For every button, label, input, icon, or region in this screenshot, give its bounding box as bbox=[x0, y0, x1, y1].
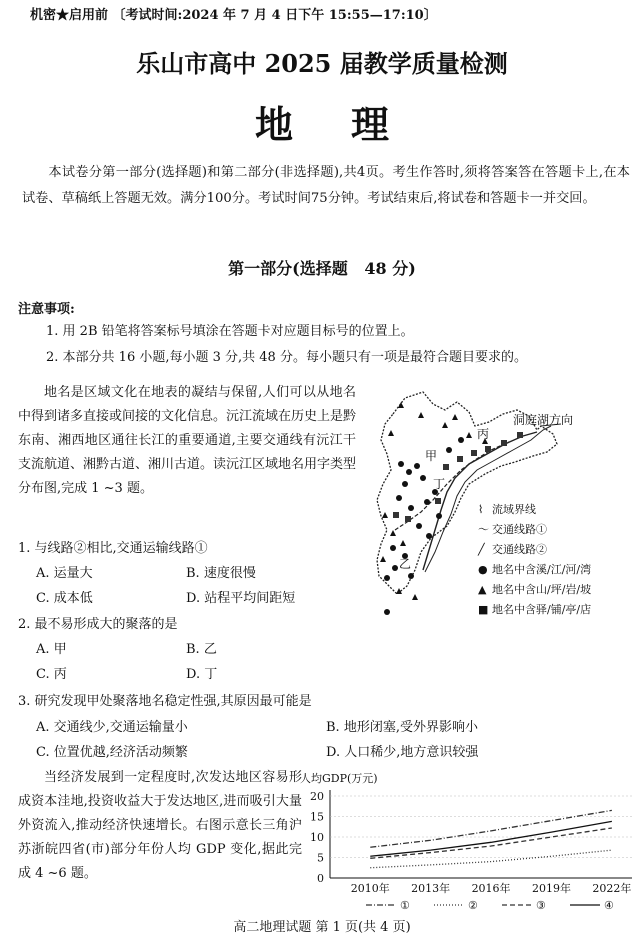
place-label-ding: 丁 bbox=[433, 477, 446, 491]
question-1-option-a[interactable]: A. 运量大 bbox=[36, 566, 93, 581]
exam-intro: 本试卷分第一部分(选择题)和第二部分(非选择题),共4页。考生作答时,须将答案答在答题卡上,在本试卷、草稿纸上答题无效。满分100分。考试时间75分钟。考试结束后,将试卷和答题卡一并交回。 bbox=[22, 165, 630, 206]
x-tick-label: 2013年 bbox=[411, 882, 451, 895]
question-3-option-a[interactable]: A. 交通线少,交通运输量小 bbox=[36, 720, 188, 735]
legend-item: 〜 交通线路① bbox=[478, 520, 640, 540]
exam-title: 乐山市高中 2025 届教学质量检测 bbox=[136, 49, 508, 78]
legend-item: ● 地名中含溪/江/河/湾 bbox=[478, 560, 640, 580]
triangle-icon: ▲ bbox=[478, 583, 487, 596]
y-tick-label: 10 bbox=[310, 831, 324, 844]
question-3-stem: 3. 研究发现甲处聚落地名稳定性强,其原因最可能是 bbox=[18, 694, 312, 709]
question-3-option-c[interactable]: C. 位置优越,经济活动频繁 bbox=[36, 745, 188, 760]
passage-2: 当经济发展到一定程度时,次发达地区容易形成资本洼地,投资收益大于发达地区,进而吸引大量外资流入,推动经济快速增长。右图示意长三角沪苏浙皖四省(市)部分年份人均 GDP 变化,据此完成 4 ~6 题。 bbox=[18, 770, 302, 881]
place-label-bing: 丙 bbox=[477, 427, 490, 441]
question-2-option-a[interactable]: A. 甲 bbox=[36, 642, 67, 657]
question-1-option-c[interactable]: C. 成本低 bbox=[36, 591, 93, 606]
place-label-jia: 甲 bbox=[425, 449, 438, 463]
y-tick-label: 5 bbox=[317, 851, 324, 865]
boundary-line-icon: ⌇ bbox=[478, 503, 484, 516]
y-tick-label: 20 bbox=[310, 790, 324, 803]
series-line-4 bbox=[370, 821, 612, 856]
question-2-option-b[interactable]: B. 乙 bbox=[186, 642, 217, 657]
y-tick-label: 0 bbox=[317, 872, 324, 885]
subject-title: 地理 bbox=[254, 102, 447, 147]
x-tick-label: 2010年 bbox=[350, 882, 390, 895]
legend-item: ▲ 地名中含山/坪/岩/坡 bbox=[478, 580, 640, 600]
x-tick-label: 2016年 bbox=[471, 882, 511, 895]
exam-header: 机密★启用前 〔考试时间:2024 年 7 月 4 日下午 15:55—17:10〕 bbox=[30, 8, 437, 23]
passage-1: 地名是区域文化在地表的凝结与保留,人们可以从地名中得到诸多直接或间接的文化信息。沅江流域在历史上是黔东南、湘西地区通往长江的重要通道,主要交通线有沅江干支流航道、湘黔古道、湘川古道。读沅江区域地名用字类型分布图,完成 1 ~3 题。 bbox=[18, 385, 357, 496]
part-heading: 第一部分(选择题 48 分) bbox=[228, 259, 416, 278]
notes-heading: 注意事项: bbox=[18, 302, 75, 317]
legend-item: ⌇ 流域界线 bbox=[478, 500, 640, 520]
gdp-line-chart bbox=[296, 770, 640, 916]
square-icon: ■ bbox=[478, 603, 489, 616]
legend-item: ■ 地名中含驿/铺/亭/店 bbox=[478, 600, 640, 620]
circle-markers bbox=[384, 437, 464, 581]
question-3-option-d[interactable]: D. 人口稀少,地方意识较强 bbox=[326, 745, 479, 760]
question-3-option-b[interactable]: B. 地形闭塞,受外界影响小 bbox=[326, 720, 478, 735]
question-1-option-d[interactable]: D. 站程平均间距短 bbox=[186, 591, 296, 606]
map-legend bbox=[478, 500, 640, 620]
north-mark-icon bbox=[384, 609, 390, 615]
legend-label: ② bbox=[468, 899, 478, 912]
chart-ylabel: 人均GDP(万元) bbox=[300, 772, 378, 785]
legend-item: ╱ 交通线路② bbox=[478, 540, 640, 560]
legend-label: ④ bbox=[604, 899, 614, 912]
place-label-yi: 乙 bbox=[399, 557, 412, 571]
legend-label: ③ bbox=[536, 899, 546, 912]
question-1-stem: 1. 与线路②相比,交通运输线路① bbox=[18, 541, 208, 556]
x-tick-label: 2019年 bbox=[531, 882, 571, 895]
y-tick-label: 15 bbox=[310, 810, 324, 824]
direction-label: 洞庭湖方向 bbox=[513, 413, 574, 427]
question-1-option-b[interactable]: B. 速度很慢 bbox=[186, 566, 256, 581]
circle-dot-icon: ● bbox=[478, 563, 488, 576]
x-tick-label: 2022年 bbox=[592, 882, 632, 895]
note-item: 2. 本部分共 16 小题,每小题 3 分,共 48 分。每小题只有一项是最符合题目要求的。 bbox=[46, 350, 527, 365]
question-2-option-d[interactable]: D. 丁 bbox=[186, 667, 218, 682]
question-2-stem: 2. 最不易形成大的聚落的是 bbox=[18, 617, 178, 632]
page-footer: 高二地理试题 第 1 页(共 4 页) bbox=[233, 920, 411, 935]
note-item: 1. 用 2B 铅笔将答案标号填涂在答题卡对应题目标号的位置上。 bbox=[46, 324, 414, 339]
route-1-line-icon: 〜 bbox=[478, 523, 489, 536]
route-2-line-icon: ╱ bbox=[478, 543, 485, 556]
legend-label: ① bbox=[400, 899, 410, 912]
question-2-option-c[interactable]: C. 丙 bbox=[36, 667, 67, 682]
